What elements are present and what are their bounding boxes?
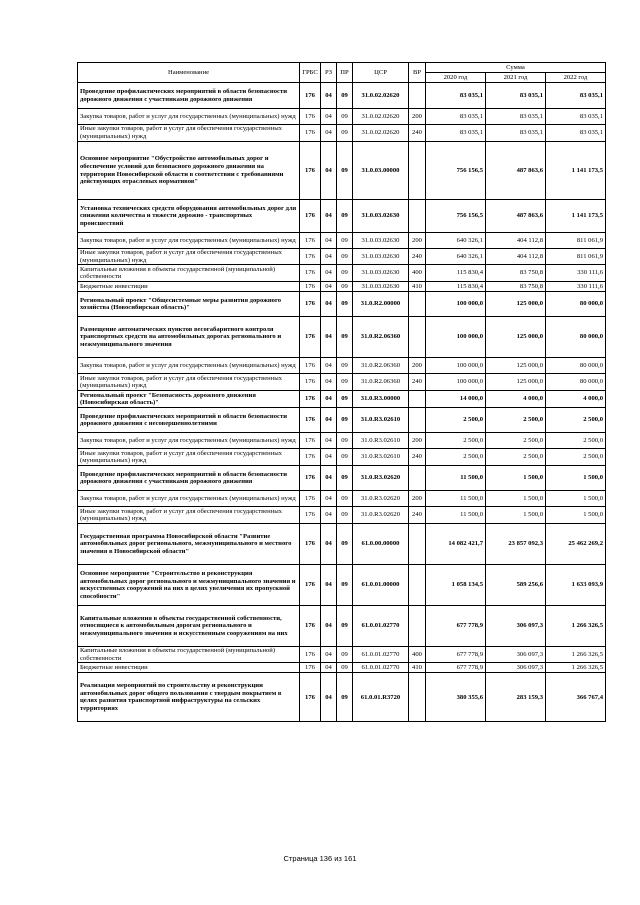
table-row: [78, 449, 606, 466]
row-sum-2021: 2 500,0: [486, 449, 546, 466]
row-name: Иные закупки товаров, работ и услуг для обеспечения государственных (муниципальных) нужд: [78, 374, 300, 391]
row-sum-2022: 2 500,0: [546, 449, 606, 466]
row-rz: 04: [321, 83, 337, 109]
row-rz: 04: [321, 109, 337, 125]
row-sum-2021: 125 000,0: [486, 374, 546, 391]
row-grbs: 176: [300, 466, 321, 491]
row-vr: [409, 673, 426, 722]
row-vr: 200: [409, 233, 426, 249]
row-pr: 09: [337, 408, 353, 433]
table-body: [78, 83, 606, 722]
row-name: Иные закупки товаров, работ и услуг для обеспечения государственных (муниципальных) нужд: [78, 449, 300, 466]
row-csr: 31.0.03.02630: [353, 249, 409, 265]
row-sum-2020: 11 500,0: [426, 491, 486, 507]
row-sum-2021: 83 035,1: [486, 109, 546, 125]
header-grbs: ГРБС: [300, 63, 321, 83]
row-grbs: 176: [300, 491, 321, 507]
row-rz: 04: [321, 200, 337, 233]
row-name: Закупка товаров, работ и услуг для государственных (муниципальных) нужд: [78, 109, 300, 125]
row-name: Закупка товаров, работ и услуг для государственных (муниципальных) нужд: [78, 233, 300, 249]
row-sum-2022: 1 500,0: [546, 491, 606, 507]
row-vr: 400: [409, 647, 426, 663]
row-grbs: 176: [300, 408, 321, 433]
row-sum-2021: 306 097,3: [486, 663, 546, 673]
row-pr: 09: [337, 125, 353, 142]
row-rz: 04: [321, 317, 337, 358]
row-rz: 04: [321, 358, 337, 374]
row-rz: 04: [321, 466, 337, 491]
row-sum-2020: 11 500,0: [426, 507, 486, 524]
row-sum-2021: 83 750,8: [486, 282, 546, 292]
row-name: Капитальные вложения в объекты государственной (муниципальной) собственности: [78, 647, 300, 663]
table-row: [78, 647, 606, 663]
table-row: [78, 142, 606, 200]
row-pr: 09: [337, 466, 353, 491]
row-vr: [409, 606, 426, 647]
row-sum-2022: 2 500,0: [546, 433, 606, 449]
row-vr: [409, 391, 426, 408]
row-name: Размещение автоматических пунктов весогабаритного контроля транспортных средств на автомобильных дорогах регионального и межмуниципального значения: [78, 317, 300, 358]
row-grbs: 176: [300, 265, 321, 282]
row-name: Иные закупки товаров, работ и услуг для обеспечения государственных (муниципальных) нужд: [78, 125, 300, 142]
row-grbs: 176: [300, 358, 321, 374]
table-row: [78, 374, 606, 391]
row-name: Закупка товаров, работ и услуг для государственных (муниципальных) нужд: [78, 358, 300, 374]
row-rz: 04: [321, 449, 337, 466]
row-grbs: 176: [300, 200, 321, 233]
row-grbs: 176: [300, 433, 321, 449]
row-grbs: 176: [300, 282, 321, 292]
row-sum-2021: 125 000,0: [486, 317, 546, 358]
row-csr: 31.0.R2.00000: [353, 292, 409, 317]
table-row: [78, 125, 606, 142]
row-grbs: 176: [300, 449, 321, 466]
row-rz: 04: [321, 647, 337, 663]
row-csr: 61.0.01.02770: [353, 647, 409, 663]
row-pr: 09: [337, 663, 353, 673]
row-grbs: 176: [300, 125, 321, 142]
row-sum-2022: 4 000,0: [546, 391, 606, 408]
table-row: [78, 265, 606, 282]
table-row: [78, 282, 606, 292]
row-name: Установка технических средств оборудования автомобильных дорог для снижения количества и тяжести дорожно - транспортных происшествий: [78, 200, 300, 233]
row-sum-2020: 14 082 421,7: [426, 524, 486, 565]
row-csr: 31.0.R3.02620: [353, 491, 409, 507]
row-csr: 31.0.R3.02610: [353, 433, 409, 449]
table-row: [78, 358, 606, 374]
row-sum-2020: 100 000,0: [426, 358, 486, 374]
row-vr: 400: [409, 265, 426, 282]
header-sum: Сумма: [426, 63, 606, 73]
row-csr: 31.0.03.02630: [353, 200, 409, 233]
row-sum-2022: 1 266 326,5: [546, 663, 606, 673]
row-sum-2021: 404 112,8: [486, 249, 546, 265]
row-csr: 31.0.03.02630: [353, 233, 409, 249]
row-grbs: 176: [300, 507, 321, 524]
row-grbs: 176: [300, 292, 321, 317]
row-pr: 09: [337, 673, 353, 722]
table-row: [78, 606, 606, 647]
row-sum-2020: 640 326,1: [426, 233, 486, 249]
table-row: [78, 83, 606, 109]
row-pr: 09: [337, 565, 353, 606]
row-grbs: 176: [300, 317, 321, 358]
row-sum-2022: 1 266 326,5: [546, 647, 606, 663]
row-vr: [409, 142, 426, 200]
row-sum-2022: 25 462 269,2: [546, 524, 606, 565]
row-name: Капитальные вложения в объекты государственной (муниципальной) собственности: [78, 265, 300, 282]
row-sum-2020: 83 035,1: [426, 125, 486, 142]
row-rz: 04: [321, 663, 337, 673]
row-sum-2022: 1 141 173,5: [546, 200, 606, 233]
row-vr: 240: [409, 249, 426, 265]
row-sum-2021: 404 112,8: [486, 233, 546, 249]
row-sum-2022: 1 500,0: [546, 466, 606, 491]
row-rz: 04: [321, 282, 337, 292]
table-row: [78, 408, 606, 433]
row-sum-2022: 366 767,4: [546, 673, 606, 722]
row-rz: 04: [321, 606, 337, 647]
row-csr: 31.0.R3.02620: [353, 466, 409, 491]
row-grbs: 176: [300, 391, 321, 408]
row-sum-2022: 330 111,6: [546, 265, 606, 282]
row-sum-2021: 83 035,1: [486, 125, 546, 142]
header-year-2020: 2020 год: [426, 73, 486, 83]
row-sum-2021: 2 500,0: [486, 408, 546, 433]
row-sum-2022: 811 061,9: [546, 233, 606, 249]
row-vr: 200: [409, 109, 426, 125]
row-vr: [409, 408, 426, 433]
row-grbs: 176: [300, 647, 321, 663]
row-vr: 200: [409, 358, 426, 374]
row-name: Закупка товаров, работ и услуг для государственных (муниципальных) нужд: [78, 433, 300, 449]
row-grbs: 176: [300, 233, 321, 249]
row-rz: 04: [321, 408, 337, 433]
row-name: Региональный проект "Безопасность дорожного движения (Новосибирская область)": [78, 391, 300, 408]
row-pr: 09: [337, 358, 353, 374]
row-sum-2020: 2 500,0: [426, 449, 486, 466]
row-name: Иные закупки товаров, работ и услуг для обеспечения государственных (муниципальных) нужд: [78, 249, 300, 265]
row-vr: 240: [409, 449, 426, 466]
table-row: [78, 491, 606, 507]
row-rz: 04: [321, 433, 337, 449]
row-pr: 09: [337, 142, 353, 200]
row-pr: 09: [337, 606, 353, 647]
row-pr: 09: [337, 265, 353, 282]
row-pr: 09: [337, 524, 353, 565]
table-row: [78, 507, 606, 524]
row-sum-2022: 80 000,0: [546, 358, 606, 374]
row-sum-2022: 1 141 173,5: [546, 142, 606, 200]
row-vr: [409, 317, 426, 358]
row-sum-2020: 14 000,0: [426, 391, 486, 408]
row-name: Региональный проект "Общесистемные меры развития дорожного хозяйства (Новосибирская область)": [78, 292, 300, 317]
row-grbs: 176: [300, 249, 321, 265]
row-vr: [409, 83, 426, 109]
budget-sheet: [77, 62, 605, 722]
row-sum-2021: 306 097,3: [486, 647, 546, 663]
row-grbs: 176: [300, 142, 321, 200]
row-sum-2021: 487 863,6: [486, 200, 546, 233]
row-vr: [409, 524, 426, 565]
row-pr: 09: [337, 249, 353, 265]
table-row: [78, 433, 606, 449]
row-grbs: 176: [300, 374, 321, 391]
row-name: Основное мероприятие "Обустройство автомобильных дорог и обеспечение условий для безопасного дорожного движения на территории Новосибирской области в соответствии с требованиями действующих отраслевых нормативов": [78, 142, 300, 200]
row-name: Государственная программа Новосибирской области "Развитие автомобильных дорог регионального, межмуниципального и местного значения в Новосибирской области": [78, 524, 300, 565]
row-csr: 31.0.R2.06360: [353, 358, 409, 374]
row-sum-2021: 125 000,0: [486, 358, 546, 374]
row-pr: 09: [337, 282, 353, 292]
row-pr: 09: [337, 233, 353, 249]
row-vr: [409, 466, 426, 491]
row-sum-2022: 83 035,1: [546, 109, 606, 125]
row-name: Иные закупки товаров, работ и услуг для обеспечения государственных (муниципальных) нужд: [78, 507, 300, 524]
row-pr: 09: [337, 109, 353, 125]
row-csr: 31.0.02.02620: [353, 125, 409, 142]
row-grbs: 176: [300, 83, 321, 109]
row-sum-2020: 115 830,4: [426, 265, 486, 282]
row-grbs: 176: [300, 663, 321, 673]
row-rz: 04: [321, 507, 337, 524]
row-vr: 200: [409, 491, 426, 507]
row-name: Бюджетные инвестиции: [78, 282, 300, 292]
row-rz: 04: [321, 125, 337, 142]
page-number: Страница 136 из 161: [283, 854, 357, 863]
row-sum-2021: 1 500,0: [486, 491, 546, 507]
row-csr: 31.0.03.02630: [353, 265, 409, 282]
header-pr: ПР: [337, 63, 353, 83]
table-row: [78, 565, 606, 606]
row-vr: [409, 565, 426, 606]
row-csr: 61.0.01.02770: [353, 606, 409, 647]
row-csr: 61.0.00.00000: [353, 524, 409, 565]
row-csr: 31.0.R3.00000: [353, 391, 409, 408]
header-year-2021: 2021 год: [486, 73, 546, 83]
table-row: [78, 233, 606, 249]
row-sum-2022: 330 111,6: [546, 282, 606, 292]
row-sum-2021: 487 863,6: [486, 142, 546, 200]
table-row: [78, 200, 606, 233]
row-sum-2022: 1 500,0: [546, 507, 606, 524]
table-row: [78, 317, 606, 358]
row-pr: 09: [337, 433, 353, 449]
row-vr: 240: [409, 374, 426, 391]
row-sum-2020: 100 000,0: [426, 317, 486, 358]
row-sum-2021: 1 500,0: [486, 466, 546, 491]
row-grbs: 176: [300, 524, 321, 565]
row-grbs: 176: [300, 565, 321, 606]
row-rz: 04: [321, 265, 337, 282]
row-pr: 09: [337, 391, 353, 408]
row-csr: 31.0.R2.06360: [353, 374, 409, 391]
row-rz: 04: [321, 391, 337, 408]
row-pr: 09: [337, 292, 353, 317]
row-sum-2020: 83 035,1: [426, 109, 486, 125]
row-sum-2020: 115 830,4: [426, 282, 486, 292]
row-sum-2022: 80 000,0: [546, 317, 606, 358]
row-sum-2021: 23 857 092,3: [486, 524, 546, 565]
row-grbs: 176: [300, 606, 321, 647]
row-sum-2021: 283 159,3: [486, 673, 546, 722]
table-row: [78, 249, 606, 265]
row-csr: 31.0.R2.06360: [353, 317, 409, 358]
row-sum-2020: 756 156,5: [426, 200, 486, 233]
table-row: [78, 292, 606, 317]
row-pr: 09: [337, 647, 353, 663]
row-sum-2022: 80 000,0: [546, 292, 606, 317]
row-vr: 200: [409, 433, 426, 449]
header-csr: ЦСР: [353, 63, 409, 83]
row-vr: 410: [409, 663, 426, 673]
row-vr: [409, 292, 426, 317]
row-pr: 09: [337, 491, 353, 507]
row-sum-2021: 83 035,1: [486, 83, 546, 109]
table-row: [78, 524, 606, 565]
row-pr: 09: [337, 507, 353, 524]
row-sum-2022: 83 035,1: [546, 83, 606, 109]
row-csr: 31.0.R3.02610: [353, 408, 409, 433]
row-sum-2022: 811 061,9: [546, 249, 606, 265]
row-name: Капитальные вложения в объекты государственной собственности, относящиеся к автомобильным дорогам регионального и межмуниципального значения и искусственным сооружениям на них: [78, 606, 300, 647]
row-csr: 61.0.01.00000: [353, 565, 409, 606]
row-sum-2020: 380 355,6: [426, 673, 486, 722]
row-pr: 09: [337, 374, 353, 391]
row-sum-2020: 640 326,1: [426, 249, 486, 265]
row-name: Бюджетные инвестиции: [78, 663, 300, 673]
row-name: Проведение профилактических мероприятий в области безопасности дорожного движения с несовершеннолетними: [78, 408, 300, 433]
row-csr: 31.0.03.02630: [353, 282, 409, 292]
row-csr: 31.0.R3.02620: [353, 507, 409, 524]
row-sum-2020: 11 500,0: [426, 466, 486, 491]
header-name: Наименование: [78, 63, 300, 83]
row-name: Закупка товаров, работ и услуг для государственных (муниципальных) нужд: [78, 491, 300, 507]
row-pr: 09: [337, 317, 353, 358]
row-rz: 04: [321, 374, 337, 391]
row-csr: 31.0.03.00000: [353, 142, 409, 200]
row-sum-2020: 756 156,5: [426, 142, 486, 200]
row-csr: 31.0.R3.02610: [353, 449, 409, 466]
row-sum-2021: 306 097,3: [486, 606, 546, 647]
table-row: [78, 466, 606, 491]
row-sum-2022: 1 633 093,9: [546, 565, 606, 606]
row-sum-2021: 83 750,8: [486, 265, 546, 282]
row-rz: 04: [321, 565, 337, 606]
row-sum-2021: 4 000,0: [486, 391, 546, 408]
budget-table: [77, 62, 606, 722]
row-csr: 31.0.02.02620: [353, 83, 409, 109]
row-sum-2021: 589 256,6: [486, 565, 546, 606]
table-row: [78, 663, 606, 673]
row-sum-2021: 125 000,0: [486, 292, 546, 317]
row-sum-2020: 2 500,0: [426, 433, 486, 449]
row-vr: 410: [409, 282, 426, 292]
row-csr: 61.0.01.02770: [353, 663, 409, 673]
header-rz: РЗ: [321, 63, 337, 83]
row-name: Проведение профилактических мероприятий в области безопасности дорожного движения с участниками дорожного движения: [78, 83, 300, 109]
row-csr: 31.0.02.02620: [353, 109, 409, 125]
row-sum-2022: 2 500,0: [546, 408, 606, 433]
row-sum-2020: 1 058 134,5: [426, 565, 486, 606]
row-sum-2022: 80 000,0: [546, 374, 606, 391]
row-name: Реализация мероприятий по строительству и реконструкции автомобильных дорог общего пользования с твердым покрытием в целях развития транспортной инфраструктуры на сельских территориях: [78, 673, 300, 722]
row-sum-2022: 83 035,1: [546, 125, 606, 142]
row-name: Проведение профилактических мероприятий в области безопасности дорожного движения с участниками дорожного движения: [78, 466, 300, 491]
row-rz: 04: [321, 491, 337, 507]
row-rz: 04: [321, 673, 337, 722]
header-vr: ВР: [409, 63, 426, 83]
row-sum-2020: 677 778,9: [426, 663, 486, 673]
row-rz: 04: [321, 233, 337, 249]
row-csr: 61.0.01.R3720: [353, 673, 409, 722]
row-grbs: 176: [300, 109, 321, 125]
row-sum-2020: 677 778,9: [426, 647, 486, 663]
row-vr: 240: [409, 507, 426, 524]
row-sum-2020: 100 000,0: [426, 374, 486, 391]
row-sum-2022: 1 266 326,5: [546, 606, 606, 647]
table-header: [78, 63, 606, 83]
row-sum-2021: 2 500,0: [486, 433, 546, 449]
row-pr: 09: [337, 449, 353, 466]
row-sum-2020: 83 035,1: [426, 83, 486, 109]
row-rz: 04: [321, 249, 337, 265]
row-rz: 04: [321, 292, 337, 317]
row-pr: 09: [337, 83, 353, 109]
row-sum-2021: 1 500,0: [486, 507, 546, 524]
row-rz: 04: [321, 142, 337, 200]
row-sum-2020: 677 778,9: [426, 606, 486, 647]
row-pr: 09: [337, 200, 353, 233]
row-grbs: 176: [300, 673, 321, 722]
header-year-2022: 2022 год: [546, 73, 606, 83]
table-row: [78, 673, 606, 722]
row-name: Основное мероприятие "Строительство и реконструкция автомобильных дорог регионального и межмуниципального значения и искусственных сооружений на них в целях увеличения их пропускной способности": [78, 565, 300, 606]
row-vr: [409, 200, 426, 233]
table-row: [78, 109, 606, 125]
row-rz: 04: [321, 524, 337, 565]
row-vr: 240: [409, 125, 426, 142]
table-row: [78, 391, 606, 408]
row-sum-2020: 2 500,0: [426, 408, 486, 433]
row-sum-2020: 100 000,0: [426, 292, 486, 317]
